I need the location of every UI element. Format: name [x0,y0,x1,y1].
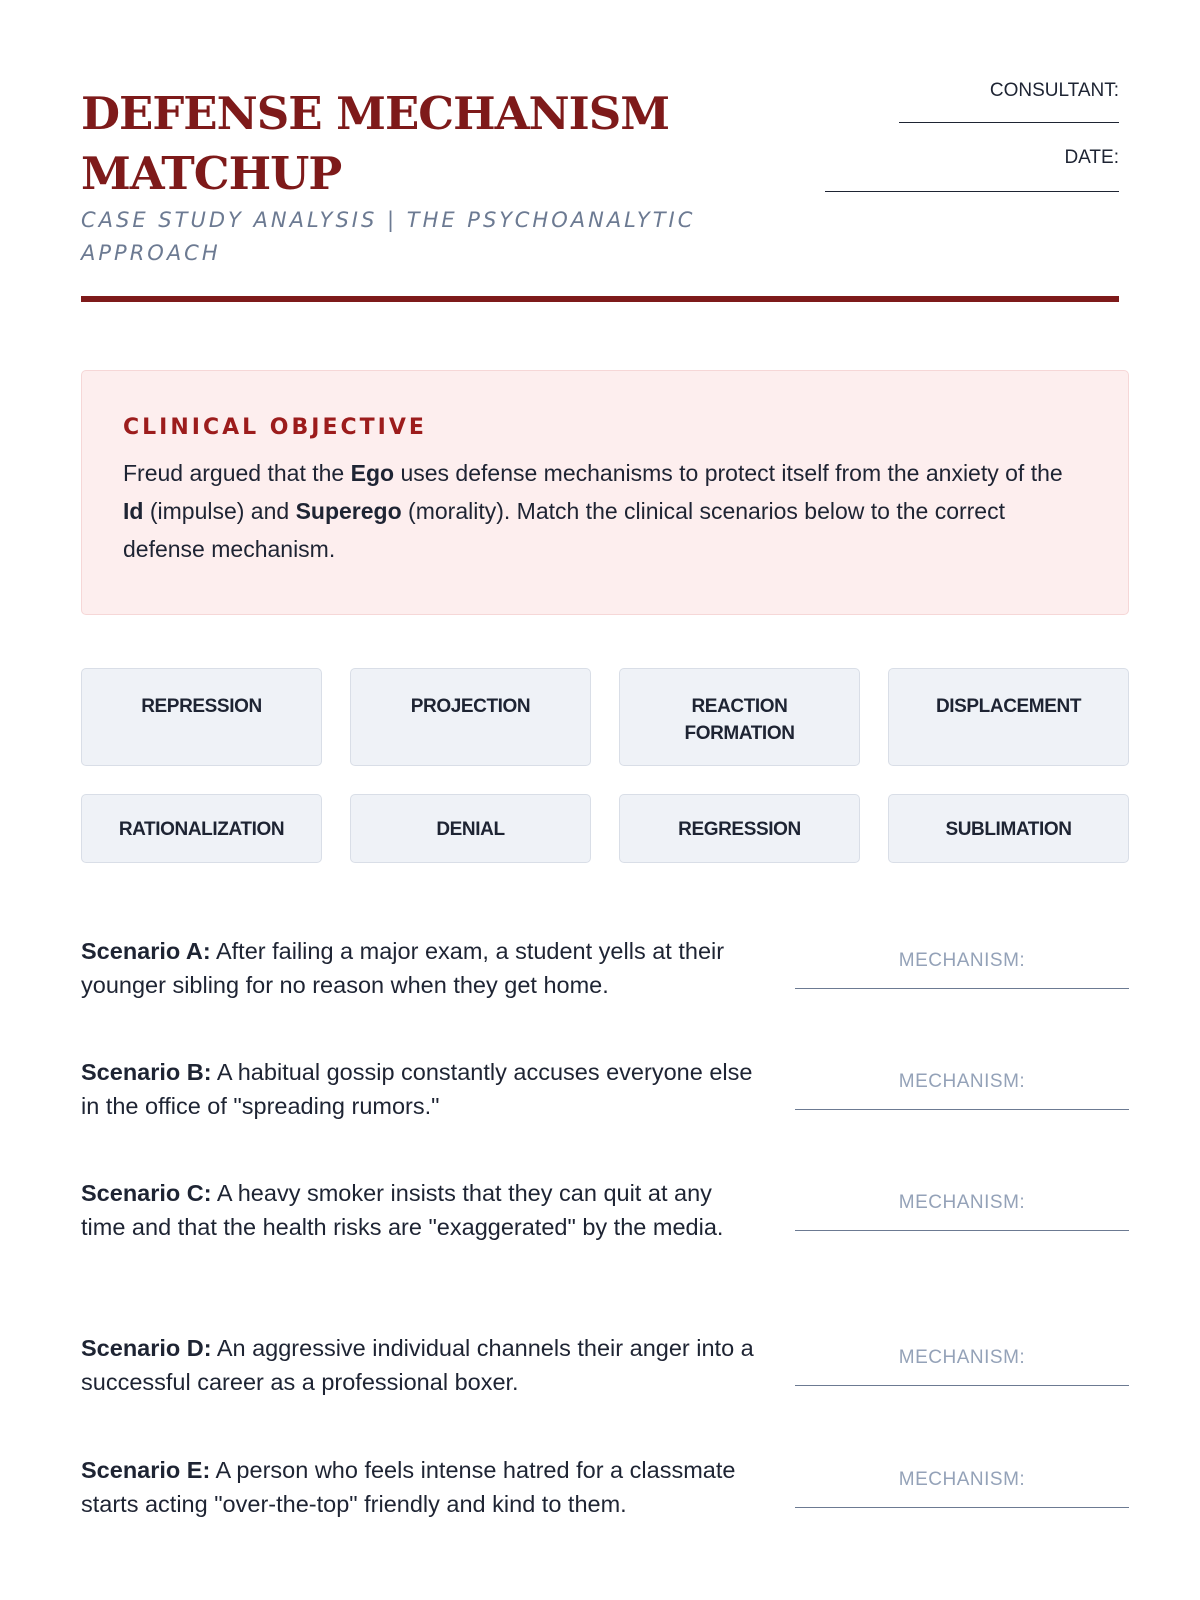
mechanism-label: MECHANISM: [898,1071,1026,1092]
term-bank [81,668,1129,863]
term-card-sublimation[interactable]: SUBLIMATION [888,794,1129,863]
term-card-projection[interactable]: PROJECTION [350,668,591,766]
objective-box [81,370,1129,615]
mechanism-label: MECHANISM: [898,1192,1026,1213]
page-subtitle: CASE STUDY ANALYSIS | THE PSYCHOANALYTIC APPROACH [81,208,696,265]
header [81,0,1119,304]
objective-title: CLINICAL OBJECTIVE [123,415,427,440]
mechanism-answer-e[interactable] [795,1453,1129,1508]
scenario-text [81,1453,761,1521]
objective-text-part: uses defense mechanisms to protect itself from the anxiety of the [394,460,1063,486]
mechanism-answer-a[interactable] [795,934,1129,989]
term-card-repression[interactable]: REPRESSION [81,668,322,766]
term-label: REACTION FORMATION [684,696,795,744]
meta-fields [799,80,1119,192]
date-field[interactable] [825,191,1119,192]
header-divider [81,296,1119,302]
ego-term: Ego [350,460,395,486]
mechanism-label: MECHANISM: [898,1347,1026,1368]
term-card-reaction-formation[interactable] [619,668,860,766]
scenario-body: A heavy smoker insists that they can quit at any time and that the health risks are "exaggerated" by the media. [81,1180,724,1240]
scenario-body: A person who feels intense hatred for a classmate starts acting "over-the-top" friendly and kind to them. [81,1457,736,1517]
objective-text-part: Freud argued that the [123,460,351,486]
scenario-label: Scenario B: [81,1059,212,1085]
date-label: DATE: [1064,147,1119,168]
consultant-label: CONSULTANT: [989,80,1119,101]
scenario-label: Scenario D: [81,1335,212,1361]
objective-text-part: (impulse) and [143,498,296,524]
answer-line[interactable] [795,988,1129,989]
scenario-body: After failing a major exam, a student yells at their younger sibling for no reason when they get home. [81,938,725,998]
scenario-label: Scenario E: [81,1457,211,1483]
scenario-label: Scenario A: [81,938,211,964]
mechanism-answer-b[interactable] [795,1055,1129,1110]
scenario-body: A habitual gossip constantly accuses everyone else in the office of "spreading rumors." [81,1059,753,1119]
mechanism-label: MECHANISM: [898,950,1026,971]
term-card-rationalization[interactable]: RATIONALIZATION [81,794,322,863]
page-title: DEFENSE MECHANISM MATCHUP [81,87,670,200]
scenario-text [81,1055,761,1123]
mechanism-answer-d[interactable] [795,1331,1129,1386]
answer-line[interactable] [795,1507,1129,1508]
term-card-denial[interactable]: DENIAL [350,794,591,863]
mechanism-label: MECHANISM: [898,1469,1026,1490]
scenario-label: Scenario C: [81,1180,212,1206]
scenario-text [81,1176,761,1244]
mechanism-answer-c[interactable] [795,1176,1129,1231]
objective-text-part: (morality). Match the clinical scenarios below to the correct defense mechanism. [123,498,1005,562]
term-card-regression[interactable]: REGRESSION [619,794,860,863]
id-term: Id [123,498,144,524]
scenario-body: An aggressive individual channels their anger into a successful career as a professional boxer. [81,1335,754,1395]
term-card-displacement[interactable]: DISPLACEMENT [888,668,1129,766]
answer-line[interactable] [795,1385,1129,1386]
objective-text [123,454,1088,568]
superego-term: Superego [295,498,402,524]
consultant-field[interactable] [899,122,1119,123]
scenario-text [81,934,761,1002]
answer-line[interactable] [795,1109,1129,1110]
scenario-text [81,1331,761,1399]
answer-line[interactable] [795,1230,1129,1231]
